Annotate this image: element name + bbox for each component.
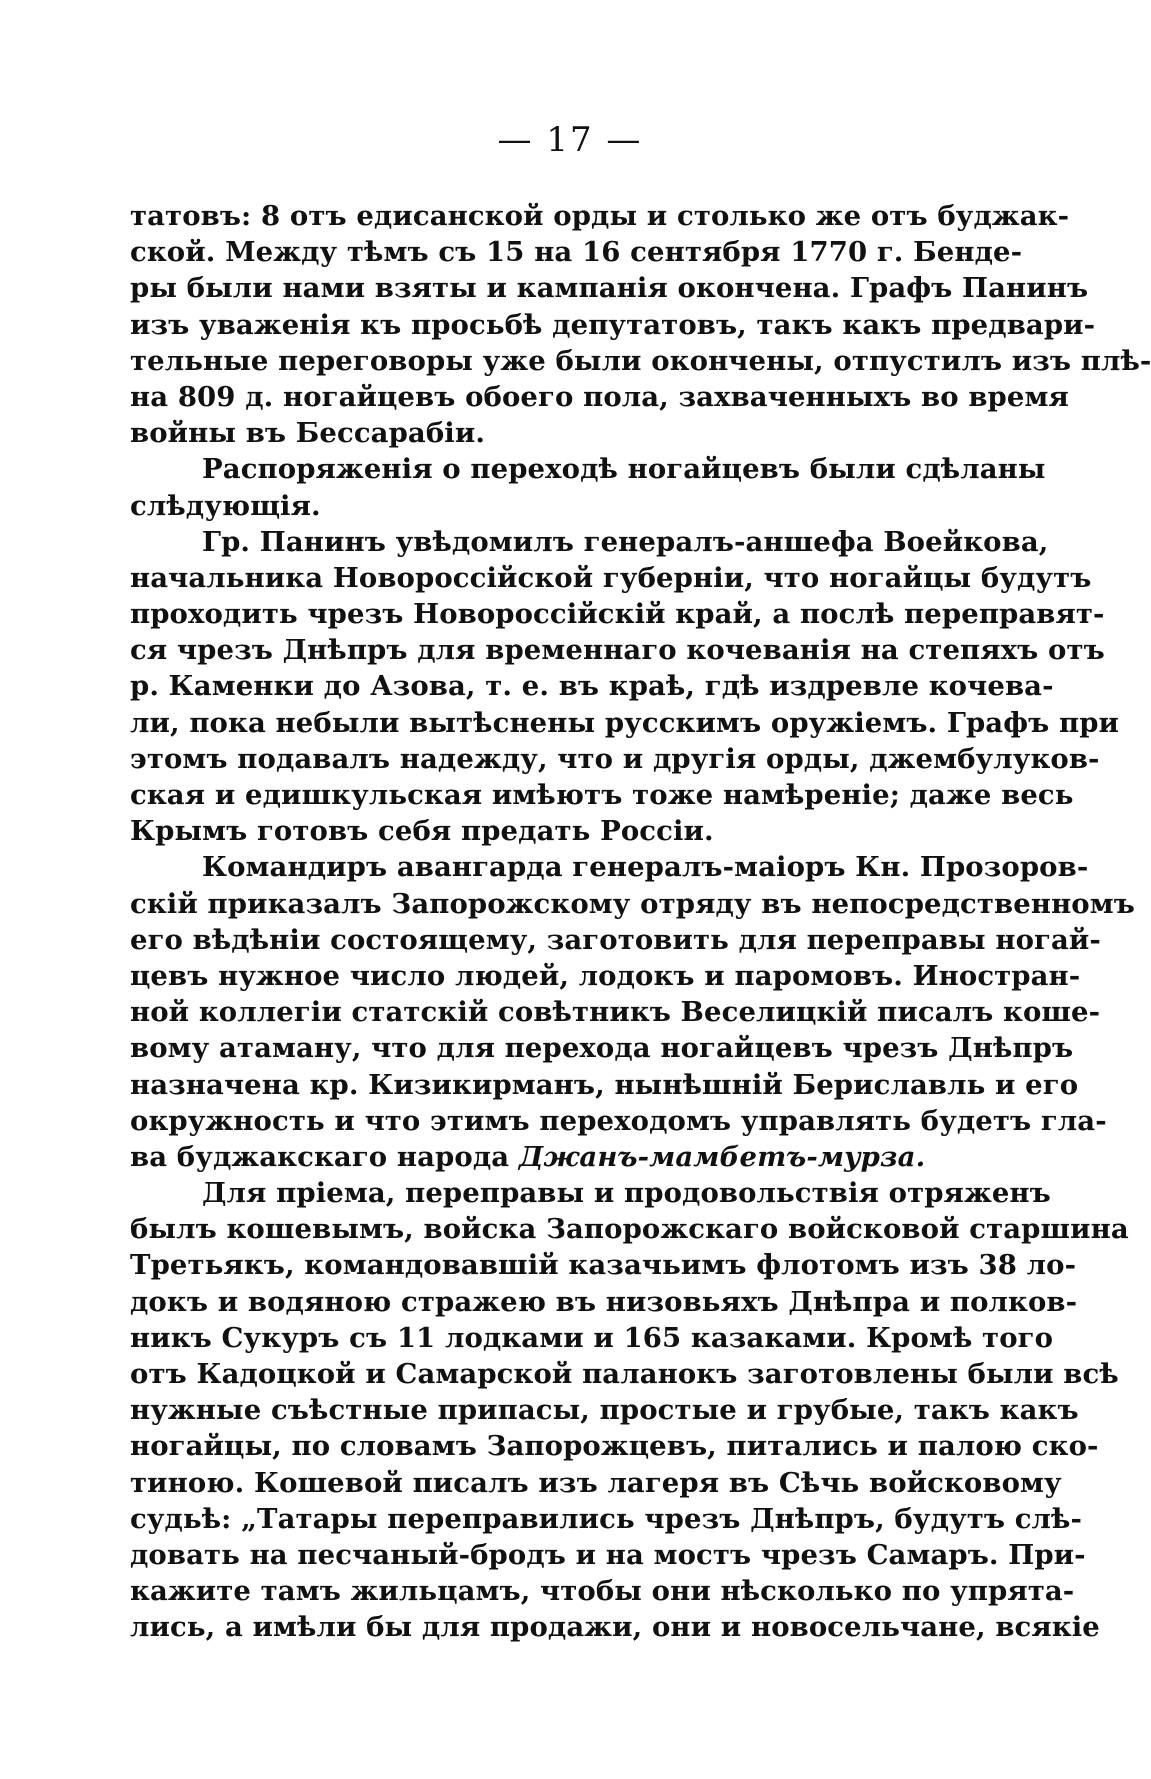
text-line: тельные переговоры уже были окончены, отпустилъ изъ плѣ-: [130, 344, 1151, 377]
text-line: цевъ нужное число людей, лодокъ и паромовъ. Иностран-: [130, 959, 1081, 992]
line-text: ва буджакскаго народа: [130, 1140, 510, 1173]
text-line: ской. Между тѣмъ съ 15 на 16 сентября 1770 г. Бенде-: [130, 236, 1023, 269]
text-line: ская и едишкульская имѣютъ тоже намѣреніе; даже весь: [130, 779, 1074, 811]
text-line: изъ уваженія къ просьбѣ депутатовъ, такъ какъ предвари-: [130, 308, 1096, 341]
text-line: его вѣдѣніи состоящему, заготовить для переправы ногай-: [130, 923, 1101, 956]
text-line: р. Каменки до Азова, т. е. въ краѣ, гдѣ издревле кочева-: [130, 670, 1054, 703]
text-line: отъ Кадоцкой и Самарской паланокъ заготовлены были всѣ: [130, 1358, 1119, 1390]
text-line: ногайцы, по словамъ Запорожцевъ, питались и палою ско-: [130, 1430, 1099, 1463]
text-line: проходить чрезъ Новороссійскій край, а послѣ переправят-: [130, 598, 1105, 631]
text-line: нужные съѣстные припасы, простые и грубые, такъ какъ: [130, 1394, 1079, 1427]
text-line: судьѣ: „Татары переправились чрезъ Днѣпръ, будутъ слѣ-: [130, 1502, 1082, 1535]
page-number: — 17 —: [497, 120, 643, 160]
text-line: ся чрезъ Днѣпръ для временнаго кочеванія на степяхъ отъ: [130, 634, 1105, 667]
paragraph-start-line: Гр. Панинъ увѣдомилъ генералъ-аншефа Воейкова,: [202, 525, 1049, 558]
text-line: докъ и водяною стражею въ низовьяхъ Днѣпра и полков-: [130, 1285, 1078, 1318]
text-line: никъ Сукуръ съ 11 лодками и 165 казаками. Кромѣ того: [130, 1321, 1054, 1354]
text-line: татовъ: 8 отъ едисанской орды и столько же отъ буджак-: [130, 200, 1070, 232]
paragraph-start-line: Распоряженія о переходѣ ногайцевъ были сдѣланы: [202, 453, 1046, 486]
text-line: Крымъ готовъ себя предать Россіи.: [130, 815, 714, 848]
text-line: слѣдующія.: [130, 489, 321, 522]
text-line-with-name: [130, 1139, 950, 1175]
body-text: [130, 198, 1151, 1646]
text-line: назначена кр. Кизикирманъ, нынѣшній Бериславль и его: [130, 1068, 1079, 1101]
text-line: этомъ подавалъ надежду, что и другія орды, джембулуков-: [130, 742, 1100, 775]
text-line: ры были нами взяты и кампанія окончена. Графъ Панинъ: [130, 272, 1089, 305]
text-line: скій приказалъ Запорожскому отряду въ непосредственномъ: [130, 887, 1135, 920]
text-line: ной коллегіи статскій совѣтникъ Веселицкій писалъ коше-: [130, 996, 1101, 1029]
text-line: начальника Новороссійской губерніи, что ногайцы будутъ: [130, 561, 1092, 594]
paragraph-start-line: Для пріема, переправы и продовольствія отряженъ: [202, 1177, 1051, 1210]
text-line: кажите тамъ жильцамъ, чтобы они нѣсколько по упрята-: [130, 1575, 1075, 1608]
italic-person-name: Джанъ-мамбетъ-мурза.: [518, 1140, 926, 1173]
text-line: вому атаману, что для перехода ногайцевъ чрезъ Днѣпръ: [130, 1032, 1074, 1065]
text-line: ли, пока небыли вытѣснены русскимъ оружіемъ. Графъ при: [130, 706, 1120, 739]
text-line: на 809 д. ногайцевъ обоего пола, захваченныхъ во время: [130, 380, 1069, 413]
text-line: лись, а имѣли бы для продажи, они и новосельчане, всякіе: [130, 1611, 1100, 1644]
text-line: тиною. Кошевой писалъ изъ лагеря въ Сѣчь войсковому: [130, 1466, 1062, 1499]
text-line: окружность и что этимъ переходомъ управлять будетъ гла-: [130, 1104, 1107, 1137]
text-line: войны въ Бессарабіи.: [130, 417, 486, 450]
paragraph-start-line: Командиръ авангарда генералъ-маіоръ Кн. Прозоров-: [202, 851, 1089, 884]
text-line: довать на песчаный-бродъ и на мостъ чрезъ Самаръ. При-: [130, 1538, 1086, 1571]
text-line: Третьякъ, командовавшій казачьимъ флотомъ изъ 38 ло-: [130, 1249, 1077, 1282]
text-line: былъ кошевымъ, войска Запорожскаго войсковой старшина: [130, 1213, 1129, 1246]
